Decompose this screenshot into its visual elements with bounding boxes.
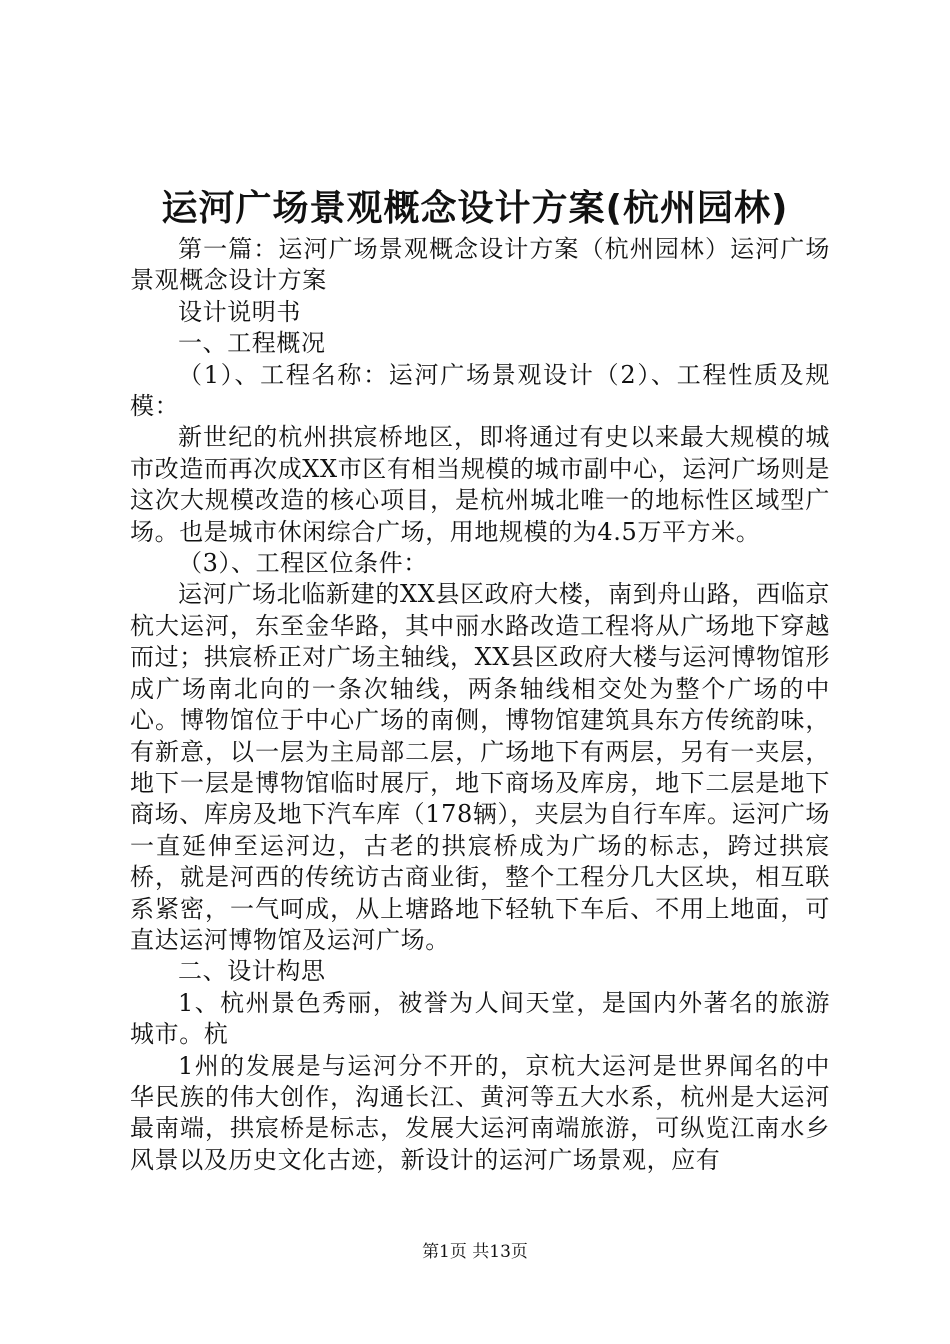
- document-body: [130, 234, 830, 1176]
- paragraph-location-heading: （3）、工程区位条件：: [178, 549, 428, 578]
- document-title: 运河广场景观概念设计方案(杭州园林): [161, 188, 789, 229]
- paragraph-design-manual: 设计说明书: [178, 297, 301, 326]
- section-heading-design-concept: 二、设计构思: [178, 957, 326, 986]
- paragraph-concept-1: 1、杭州景色秀丽，被誉为人间天堂，是国内外著名的旅游城市。杭: [130, 988, 830, 1049]
- page-footer: 第1页 共13页: [422, 1242, 528, 1262]
- paragraph-project-scale: 新世纪的杭州拱宸桥地区，即将通过有史以来最大规模的城市改造而再次成XX市区有相当规模的城市副中心，运河广场则是这次大规模改造的核心项目，是杭州城北唯一的地标性区域型广场。也是城市休闲综合广场，用地规模的为4.5万平方米。: [130, 423, 830, 546]
- section-heading-project-overview: 一、工程概况: [178, 329, 326, 358]
- paragraph-concept-1-continued: 1州的发展是与运河分不开的，京杭大运河是世界闻名的中华民族的伟大创作，沟通长江、黄河等五大水系，杭州是大运河最南端，拱宸桥是标志，发展大运河南端旅游，可纵览江南水乡风景以及历史文化古迹，新设计的运河广场景观，应有: [130, 1051, 830, 1174]
- paragraph-chapter-heading: 第一篇：运河广场景观概念设计方案（杭州园林）运河广场景观概念设计方案: [130, 235, 830, 295]
- paragraph-location-details: 运河广场北临新建的XX县区政府大楼，南到舟山路，西临京杭大运河，东至金华路，其中丽水路改造工程将从广场地下穿越而过；拱宸桥正对广场主轴线，XX县区政府大楼与运河博物馆形成广场南北向的一条次轴线，两条轴线相交处为整个广场的中心。博物馆位于中心广场的南侧，博物馆建筑具东方传统韵味，有新意，以一层为主局部二层，广场地下有两层，另有一夹层，地下一层是博物馆临时展厅，地下商场及库房，地下二层是地下商场、库房及地下汽车库（178辆），夹层为自行车库。运河广场一直延伸至运河边，古老的拱宸桥成为广场的标志，跨过拱宸桥，就是河西的传统访古商业街，整个工程分几大区块，相互联系紧密，一气呵成，从上塘路地下轻轨下车后、不用上地面，可直达运河博物馆及运河广场。: [130, 580, 830, 954]
- paragraph-project-name: （1）、工程名称：运河广场景观设计（2）、工程性质及规模：: [130, 360, 830, 421]
